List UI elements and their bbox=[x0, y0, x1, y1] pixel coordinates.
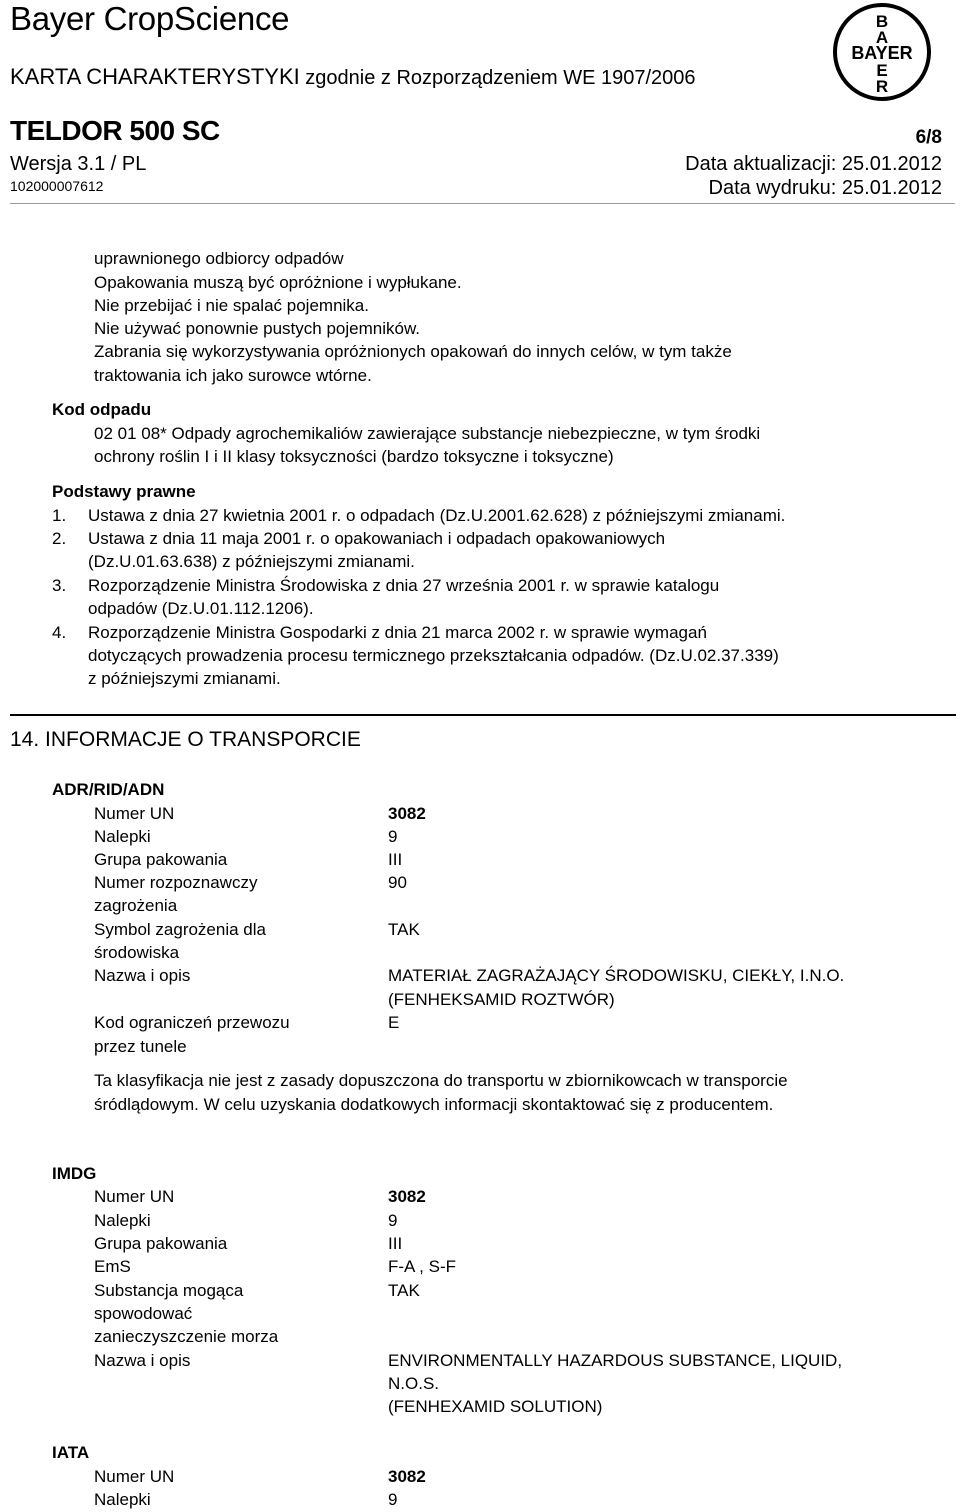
disposal-line: Zabrania się wykorzystywania opróżnionych opakowań do innych celów, w tym także bbox=[94, 342, 732, 361]
logo-letter: R bbox=[875, 77, 889, 96]
imdg-value: 3082 bbox=[388, 1187, 426, 1206]
adr-label: Numer UN bbox=[94, 804, 175, 823]
product-name: TELDOR 500 SC bbox=[10, 115, 220, 146]
document-type-title: KARTA CHARAKTERYSTYKI bbox=[10, 64, 300, 89]
imdg-label: EmS bbox=[94, 1257, 131, 1276]
disposal-line: traktowania ich jako surowce wtórne. bbox=[94, 366, 372, 385]
header-divider bbox=[10, 203, 955, 204]
legal-item-text: dotyczących prowadzenia procesu termicznego przekształcania odpadów. (Dz.U.02.37.339) bbox=[88, 646, 779, 665]
legal-item-text: Rozporządzenie Ministra Środowiska z dnia 27 września 2001 r. w sprawie katalogu bbox=[88, 576, 720, 595]
imdg-heading: IMDG bbox=[52, 1164, 97, 1183]
iata-value: 9 bbox=[388, 1490, 398, 1509]
print-date: Data wydruku: 25.01.2012 bbox=[708, 177, 942, 199]
adr-label: Symbol zagrożenia dla bbox=[94, 920, 266, 939]
adr-label: zagrożenia bbox=[94, 896, 178, 915]
legal-item-number: 1. bbox=[52, 506, 67, 525]
adr-label: Kod ograniczeń przewozu bbox=[94, 1013, 290, 1032]
adr-value: III bbox=[388, 850, 403, 869]
page-number: 6/8 bbox=[915, 127, 942, 148]
imdg-label: spowodować bbox=[94, 1304, 193, 1323]
disposal-line: Opakowania muszą być opróżnione i wypłukane. bbox=[94, 273, 462, 292]
iata-label: Nalepki bbox=[94, 1490, 151, 1509]
legal-item-number: 4. bbox=[52, 623, 67, 642]
logo-letter: E bbox=[876, 61, 888, 80]
adr-label: Grupa pakowania bbox=[94, 850, 228, 869]
adr-value: E bbox=[388, 1013, 400, 1032]
imdg-value: ENVIRONMENTALLY HAZARDOUS SUBSTANCE, LIQUID, bbox=[388, 1351, 843, 1370]
legal-basis-heading: Podstawy prawne bbox=[52, 482, 196, 501]
legal-item-text: Ustawa z dnia 27 kwietnia 2001 r. o odpadach (Dz.U.2001.62.628) z późniejszymi zmianami. bbox=[88, 506, 786, 525]
waste-code-line: 02 01 08* Odpady agrochemikaliów zawierające substancje niebezpieczne, w tym środki bbox=[94, 424, 761, 443]
imdg-label: Substancja mogąca bbox=[94, 1281, 244, 1300]
document-type bbox=[10, 64, 696, 90]
update-date: Data aktualizacji: 25.01.2012 bbox=[685, 153, 942, 175]
disposal-line: Nie używać ponownie pustych pojemników. bbox=[94, 319, 421, 338]
imdg-label: Numer UN bbox=[94, 1187, 175, 1206]
imdg-value: 9 bbox=[388, 1211, 398, 1230]
document-number: 102000007612 bbox=[10, 178, 104, 194]
legal-item-text: Ustawa z dnia 11 maja 2001 r. o opakowaniach i odpadach opakowaniowych bbox=[88, 529, 666, 548]
adr-note: Ta klasyfikacja nie jest z zasady dopuszczona do transportu w zbiornikowcach w transporcie bbox=[94, 1071, 788, 1090]
logo-letter: A bbox=[875, 28, 889, 47]
legal-item-number: 2. bbox=[52, 529, 67, 548]
disposal-line: uprawnionego odbiorcy odpadów bbox=[94, 249, 344, 268]
adr-value: TAK bbox=[388, 920, 420, 939]
company-name: Bayer CropScience bbox=[10, 0, 290, 37]
adr-note: śródlądowym. W celu uzyskania dodatkowych informacji skontaktować się z producentem. bbox=[94, 1095, 774, 1114]
imdg-value: TAK bbox=[388, 1281, 420, 1300]
adr-label: przez tunele bbox=[94, 1037, 187, 1056]
adr-label: Nazwa i opis bbox=[94, 966, 191, 985]
section-divider bbox=[10, 714, 956, 716]
bayer-cross-logo bbox=[832, 2, 932, 102]
iata-heading: IATA bbox=[52, 1443, 90, 1462]
imdg-label: zanieczyszczenie morza bbox=[94, 1327, 279, 1346]
imdg-label: Nalepki bbox=[94, 1211, 151, 1230]
imdg-label: Grupa pakowania bbox=[94, 1234, 228, 1253]
adr-value: (FENHEKSAMID ROZTWÓR) bbox=[388, 990, 615, 1009]
adr-heading: ADR/RID/ADN bbox=[52, 780, 165, 799]
imdg-value: (FENHEXAMID SOLUTION) bbox=[388, 1397, 603, 1416]
legal-item-number: 3. bbox=[52, 576, 67, 595]
waste-code-heading: Kod odpadu bbox=[52, 400, 152, 419]
imdg-label: Nazwa i opis bbox=[94, 1351, 191, 1370]
document-regulation: zgodnie z Rozporządzeniem WE 1907/2006 bbox=[299, 67, 696, 89]
adr-label: Numer rozpoznawczy bbox=[94, 873, 258, 892]
adr-value: 9 bbox=[388, 827, 398, 846]
adr-value: 3082 bbox=[388, 804, 426, 823]
adr-label: Nalepki bbox=[94, 827, 151, 846]
imdg-value: F-A , S-F bbox=[388, 1257, 456, 1276]
adr-value: 90 bbox=[388, 873, 407, 892]
legal-item-text: (Dz.U.01.63.638) z późniejszymi zmianami. bbox=[88, 552, 415, 571]
imdg-value: N.O.S. bbox=[388, 1374, 440, 1393]
legal-item-text: Rozporządzenie Ministra Gospodarki z dnia 21 marca 2002 r. w sprawie wymagań bbox=[88, 623, 707, 642]
legal-item-text: odpadów (Dz.U.01.112.1206). bbox=[88, 599, 314, 618]
imdg-value: III bbox=[388, 1234, 403, 1253]
section-14-title: 14. INFORMACJE O TRANSPORCIE bbox=[10, 728, 361, 751]
adr-value: MATERIAŁ ZAGRAŻAJĄCY ŚRODOWISKU, CIEKŁY, I.N.O. bbox=[388, 966, 845, 985]
logo-letter: B bbox=[875, 12, 889, 31]
disposal-line: Nie przebijać i nie spalać pojemnika. bbox=[94, 296, 369, 315]
logo-word: BAYER bbox=[851, 43, 913, 63]
adr-label: środowiska bbox=[94, 943, 180, 962]
version-label: Wersja 3.1 / PL bbox=[10, 153, 147, 175]
waste-code-line: ochrony roślin I i II klasy toksyczności (bardzo toksyczne i toksyczne) bbox=[94, 447, 614, 466]
iata-value: 3082 bbox=[388, 1467, 426, 1486]
legal-item-text: z późniejszymi zmianami. bbox=[88, 669, 281, 688]
iata-label: Numer UN bbox=[94, 1467, 175, 1486]
